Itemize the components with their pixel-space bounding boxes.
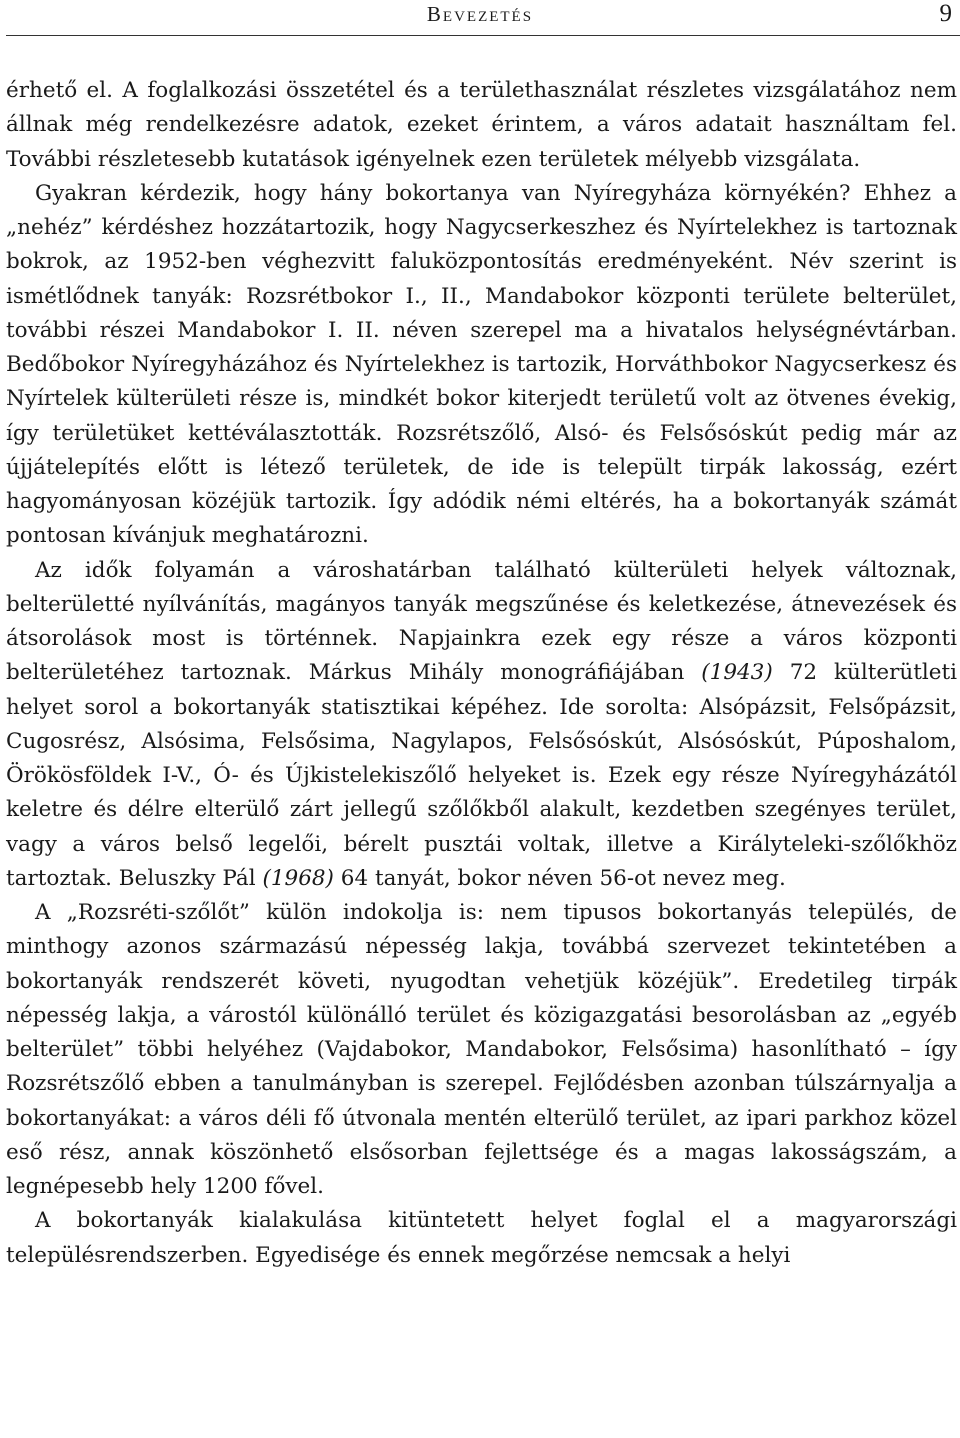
- paragraph-5: [6, 1204, 957, 1273]
- page-number: 9: [939, 0, 952, 27]
- paragraph-4: [6, 896, 957, 1204]
- text-segment: 72 külterütleti helyet sorol a bokortanyák statisztikai képéhez. Ide sorolta: Alsópázsit, Felsőpázsit, Cugosrész, Alsósima, Felsősima, Nagylapos, Felsősóskút, Alsósóskút, Púposhalom, Örökösföldek I-V., Ó- és Újkistelekiszőlő helyeket is. Ezek egy része Nyíregyházától keletre és délre elterülő zárt jellegű szőlőkből alakult, kezdetben szegényes terület, vagy a város belső legelői, bérelt pusztái voltak, illetve a Királyteleki-szőlőkhöz tartoztak. Beluszky Pál: [6, 660, 957, 891]
- paragraph-1: [6, 74, 957, 177]
- text-segment: Az idők folyamán a városhatárban található külterületi helyek változnak, belterületté nyílvánítás, magányos tanyák megszűnése és keletkezése, átnevezések és átsorolások most is történnek. Napjainkra ezek egy része a város központi belterületéhez tartoznak. Márkus Mihály monográfiájában: [6, 557, 957, 686]
- text-segment: Gyakran kérdezik, hogy hány bokortanya van Nyíregyháza környékén? Ehhez a „nehéz” kérdéshez hozzátartozik, hogy Nagycserkeszhez és Nyírtelekhez is tartoznak bokrok, az 1952-ben véghezvitt faluközpontosítás eredményeként. Név szerint is ismétlődnek tanyák: Rozsrétbokor I., II., Mandabokor központi területe belterület, további részei Mandabokor I. II. néven szerepel ma a hivatalos helységnévtárban. Bedőbokor Nyíregyházához és Nyírtelekhez is tartozik, Horváthbokor Nagycserkesz és Nyírtelek külterületi része is, mindkét bokor kiterjedt területű volt az ötvenes évekig, így területüket kettéválasztották. Rozsrétszőlő, Alsó- és Felsősóskút pedig már az újjátelepítés előtt is létező területek, de ide is települt tirpák lakosság, ezért hagyományosan közéjük tartozik. Így adódik némi eltérés, ha a bokortanyák számát pontosan kívánjuk meghatározni.: [6, 180, 957, 549]
- running-header: [0, 0, 960, 36]
- paragraph-2: [6, 177, 957, 554]
- body-text: [6, 74, 957, 1273]
- header-rule: [6, 35, 960, 36]
- running-title: Bevezetés: [426, 2, 534, 26]
- citation-year: (1943): [701, 660, 773, 686]
- text-segment: A bokortanyák kialakulása kitüntetett helyet foglal el a magyarországi településrendszerben. Egyedisége és ennek megőrzése nemcsak a helyi: [6, 1208, 957, 1268]
- citation-year: (1968): [262, 865, 334, 891]
- text-segment: A „Rozsréti-szőlőt” külön indokolja is: nem tipusos bokortanyás település, de minthogy azonos származású népesség lakja, továbbá szervezet tekintetében a bokortanyák rendszerét követi, nyugodtan vehetjük közéjük”. Eredetileg tirpák népesség lakja, a várostól különálló terület és közigazgatási besorolásban az „egyéb belterület” többi helyéhez (Vajdabokor, Mandabokor, Felsősima) hasonlítható – így Rozsrétszőlő ebben a tanulmányban is szerepel. Fejlődésben azonban túlszárnyalja a bokortanyákat: a város déli fő útvonala mentén elterülő terület, az ipari parkhoz közel eső rész, annak köszönhető elsősorban fejlettsége és a magas lakosságszám, a legnépesebb hely 1200 fővel.: [6, 900, 957, 1199]
- paragraph-3: [6, 554, 957, 897]
- text-segment: érhető el. A foglalkozási összetétel és a területhasználat részletes vizsgálatához nem állnak még rendelkezésre adatok, ezeket érintem, a város adatait használtam fel. További részletesebb kutatások igényelnek ezen területek mélyebb vizsgálata.: [6, 78, 957, 172]
- text-segment: 64 tanyát, bokor néven 56-ot nevez meg.: [333, 865, 786, 891]
